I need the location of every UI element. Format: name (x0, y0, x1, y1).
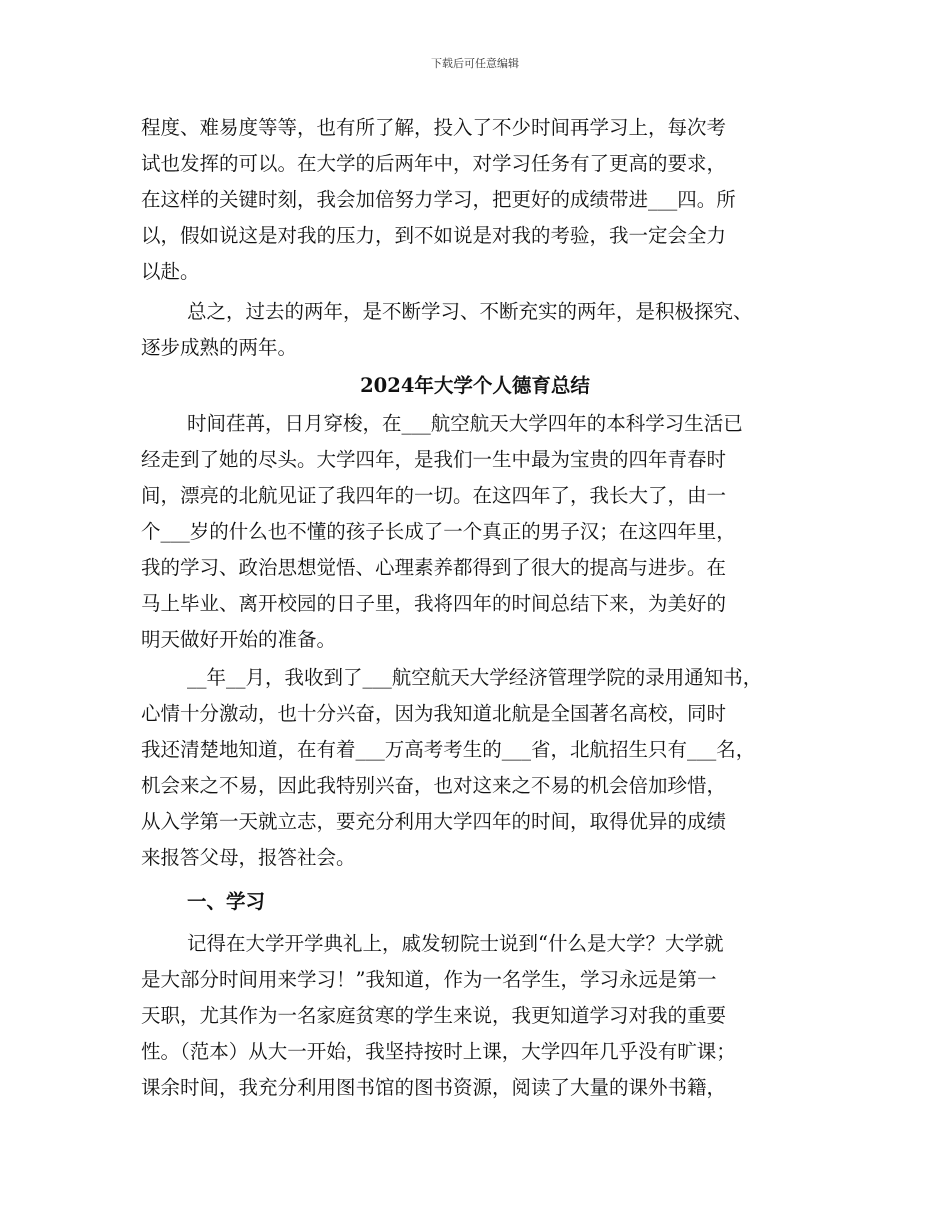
body-line: 是大部分时间用来学习！”我知道，作为一名学生，学习永远是第一 (141, 968, 717, 991)
body-line: 逐步成熟的两年。 (141, 336, 298, 359)
body-line: 机会来之不易，因此我特别兴奋，也对这来之不易的机会倍加珍惜， (141, 774, 727, 797)
body-line: 试也发挥的可以。在大学的后两年中，对学习任务有了更高的要求， (141, 152, 727, 175)
body-line: 程度、难易度等等，也有所了解，投入了不少时间再学习上，每次考 (141, 116, 727, 139)
body-line: 我还清楚地知道，在有着___万高考考生的___省，北航招生只有___名， (141, 738, 756, 761)
body-line: 记得在大学开学典礼上，戚发轫院士说到“什么是大学？大学就 (187, 932, 724, 955)
body-line: 课余时间，我充分利用图书馆的图书资源，阅读了大量的课外书籍， (141, 1076, 727, 1099)
body-line: 心情十分激动，也十分兴奋，因为我知道北航是全国著名高校，同时 (141, 702, 727, 725)
body-line: 间，漂亮的北航见证了我四年的一切。在这四年了，我长大了，由一 (141, 484, 727, 507)
body-line: 以赴。 (141, 260, 200, 283)
body-line: 马上毕业、离开校园的日子里，我将四年的时间总结下来，为美好的 (141, 592, 727, 615)
body-line: 经走到了她的尽头。大学四年，是我们一生中最为宝贵的四年青春时 (141, 448, 727, 471)
body-line: 以，假如说这是对我的压力，到不如说是对我的考验，我一定会全力 (141, 224, 727, 247)
body-line: __年__月，我收到了___航空航天大学经济管理学院的录用通知书， (187, 666, 763, 689)
subsection-heading: 一、学习 (187, 890, 266, 913)
body-line: 时间荏苒，日月穿梭，在___航空航天大学四年的本科学习生活已 (187, 412, 743, 435)
body-line: 总之，过去的两年，是不断学习、不断充实的两年，是积极探究、 (187, 300, 753, 323)
body-line: 明天做好开始的准备。 (141, 628, 337, 651)
body-line: 性。（范本）从大一开始，我坚持按时上课，大学四年几乎没有旷课； (141, 1040, 736, 1063)
body-line: 天职，尤其作为一名家庭贫寒的学生来说，我更知道学习对我的重要 (141, 1004, 727, 1027)
section-title: 2024年大学个人德育总结 (360, 374, 590, 397)
body-line: 在这样的关键时刻，我会加倍努力学习，把更好的成绩带进___四。所 (141, 188, 736, 211)
page-header: 下载后可任意编辑 (431, 57, 519, 70)
body-line: 个___岁的什么也不懂的孩子长成了一个真正的男子汉；在这四年里， (141, 520, 736, 543)
body-line: 我的学习、政治思想觉悟、心理素养都得到了很大的提高与进步。在 (141, 556, 727, 579)
body-line: 来报答父母，报答社会。 (141, 846, 356, 869)
body-line: 从入学第一天就立志，要充分利用大学四年的时间，取得优异的成绩 (141, 810, 727, 833)
